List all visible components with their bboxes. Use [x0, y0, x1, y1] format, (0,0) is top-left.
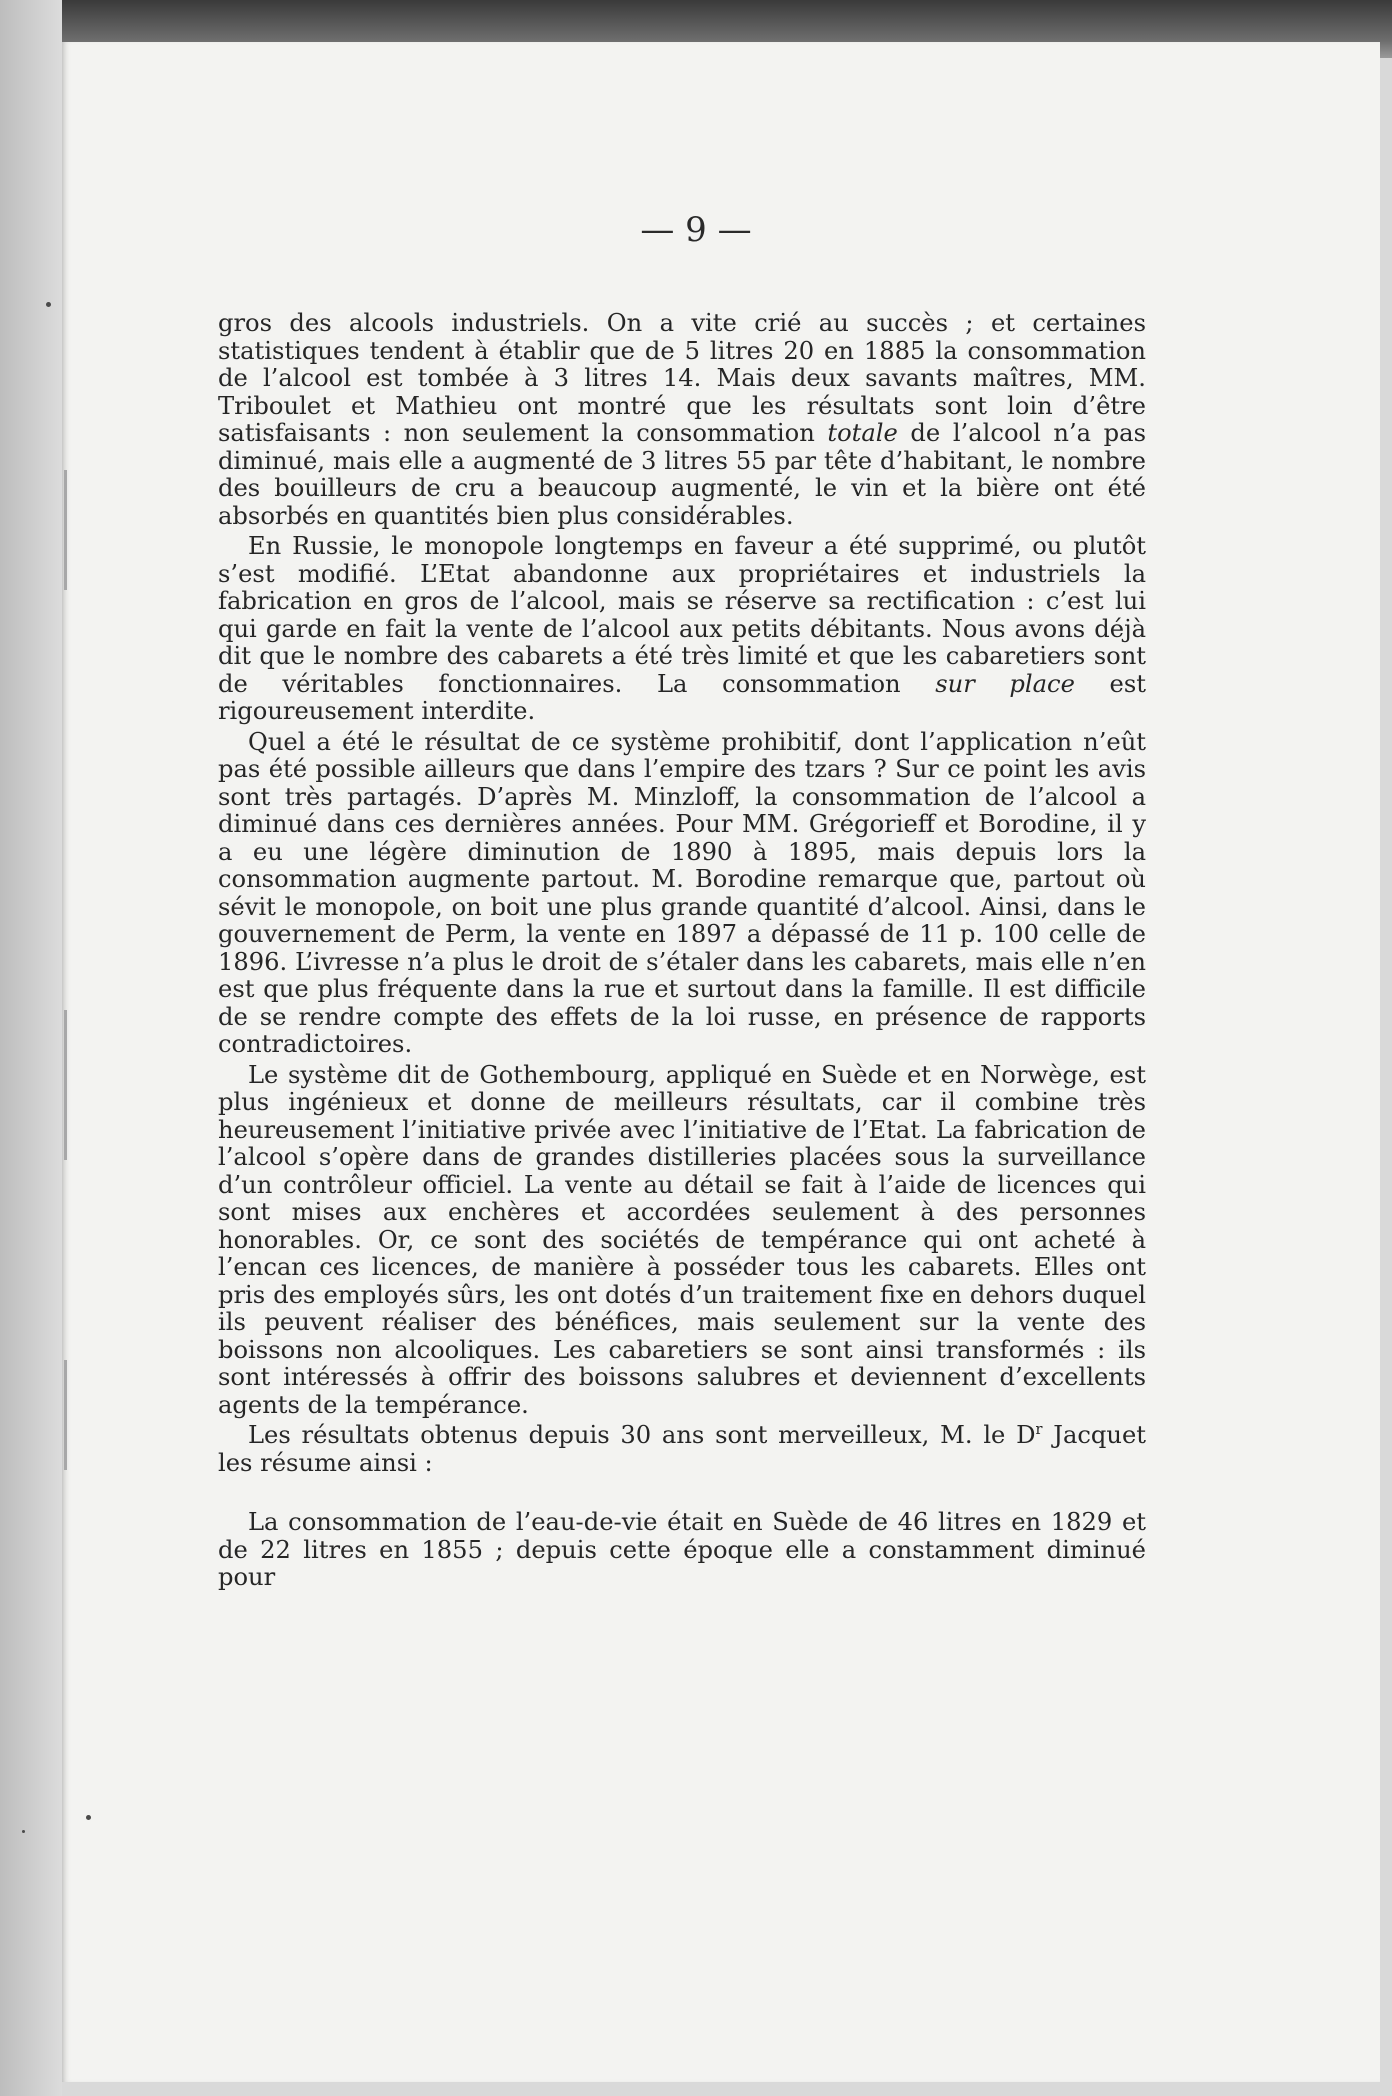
superscript-text: r: [1035, 1421, 1043, 1438]
scan-speck: [22, 1830, 25, 1833]
paragraph: [218, 533, 1146, 726]
paragraph: [218, 310, 1146, 530]
scan-artifact-line: [64, 470, 67, 590]
text-segment: Quel a été le résultat de ce système prohibitif, dont l’application n’eût pas été possible ailleurs que dans l’empire des tzars ? Sur ce point les avis sont très partagés. D’après M. Minzloff, la consommation de l’alcool a diminué dans ces dernières années. Pour MM. Grégorieff et Borodine, il y a eu une légère diminution de 1890 à 1895, mais depuis lors la consommation augmente partout. M. Borodine remarque que, partout où sévit le monopole, on boit une plus grande quantité d’alcool. Ainsi, dans le gouvernement de Perm, la vente en 1897 a dépassé de 11 p. 100 celle de 1896. L’ivresse n’a plus le droit de s’étaler dans les cabarets, mais elle n’en est que plus fréquente dans la rue et surtout dans la famille. Il est difficile de se rendre compte des effets de la loi russe, en présence de rapports contradictoires.: [218, 727, 1146, 1058]
italic-text: totale: [827, 419, 898, 447]
text-segment: de l’alcool n’a pas diminué, mais elle a augmenté de 3 litres 55 par tête d’habitant, le nombre des bouilleurs de cru a beaucoup augmenté, le vin et la bière ont été absorbés en quantités bien plus considérables.: [218, 419, 1146, 530]
text-segment: est rigoureusement interdite.: [218, 669, 1146, 725]
scan-artifact-line: [64, 1360, 67, 1470]
scan-artifact-line: [64, 1010, 67, 1160]
italic-text: sur place: [935, 669, 1075, 698]
scan-left-margin: [0, 0, 62, 2096]
paragraph: [218, 1422, 1146, 1477]
page-number: — 9 —: [640, 210, 752, 250]
scan-speck: [86, 1815, 91, 1820]
text-segment: Jacquet les résume ainsi :: [218, 1421, 1147, 1477]
paragraph: [218, 1062, 1146, 1420]
paragraph: [218, 729, 1146, 1059]
body-text: [218, 310, 1146, 1592]
text-segment: La consommation de l’eau-de-vie était en Suède de 46 litres en 1829 et de 22 litres en 1855 ; depuis cette époque elle a constamment diminué pour: [218, 1508, 1146, 1591]
text-segment: Le système dit de Gothembourg, appliqué en Suède et en Norwège, est plus ingénieux et donne de meilleurs résultats, car il combine très heureusement l’initiative privée avec l’initiative de l’Etat. La fabrication de l’alcool s’opère dans de grandes distilleries placées sous la surveillance d’un contrôleur officiel. La vente au détail se fait à l’aide de licences qui sont mises aux enchères et accordées seulement à des personnes honorables. Or, ce sont des sociétés de tempérance qui ont acheté à l’encan ces licences, de manière à posséder tous les cabarets. Elles ont pris des employés sûrs, les ont dotés d’un traitement fixe en dehors duquel ils peuvent réaliser des bénéfices, mais seulement sur la vente des boissons non alcooliques. Les cabaretiers se sont ainsi transformés : ils sont intéressés à offrir des boissons salubres et deviennent d’excellents agents de la tempérance.: [218, 1060, 1146, 1419]
scan-speck: [46, 302, 51, 307]
text-segment: Les résultats obtenus depuis 30 ans sont merveilleux, M. le D: [248, 1421, 1036, 1449]
text-segment: En Russie, le monopole longtemps en faveur a été supprimé, ou plutôt s’est modifié. L’Etat abandonne aux propriétaires et industriels la fabrication en gros de l’alcool, mais se réserve sa rectification : c’est lui qui garde en fait la vente de l’alcool aux petits débitants. Nous avons déjà dit que le nombre des cabarets a été très limité et que les cabaretiers sont de véritables fonctionnaires. La consommation: [218, 532, 1146, 698]
text-segment: gros des alcools industriels. On a vite crié au succès ; et certaines statistiques tendent à établir que de 5 litres 20 en 1885 la consommation de l’alcool est tombée à 3 litres 14. Mais deux savants maîtres, MM. Triboulet et Mathieu ont montré que les résultats sont loin d’être satisfaisants : non seulement la consommation: [218, 309, 1146, 447]
quote-paragraph: [218, 1509, 1146, 1592]
